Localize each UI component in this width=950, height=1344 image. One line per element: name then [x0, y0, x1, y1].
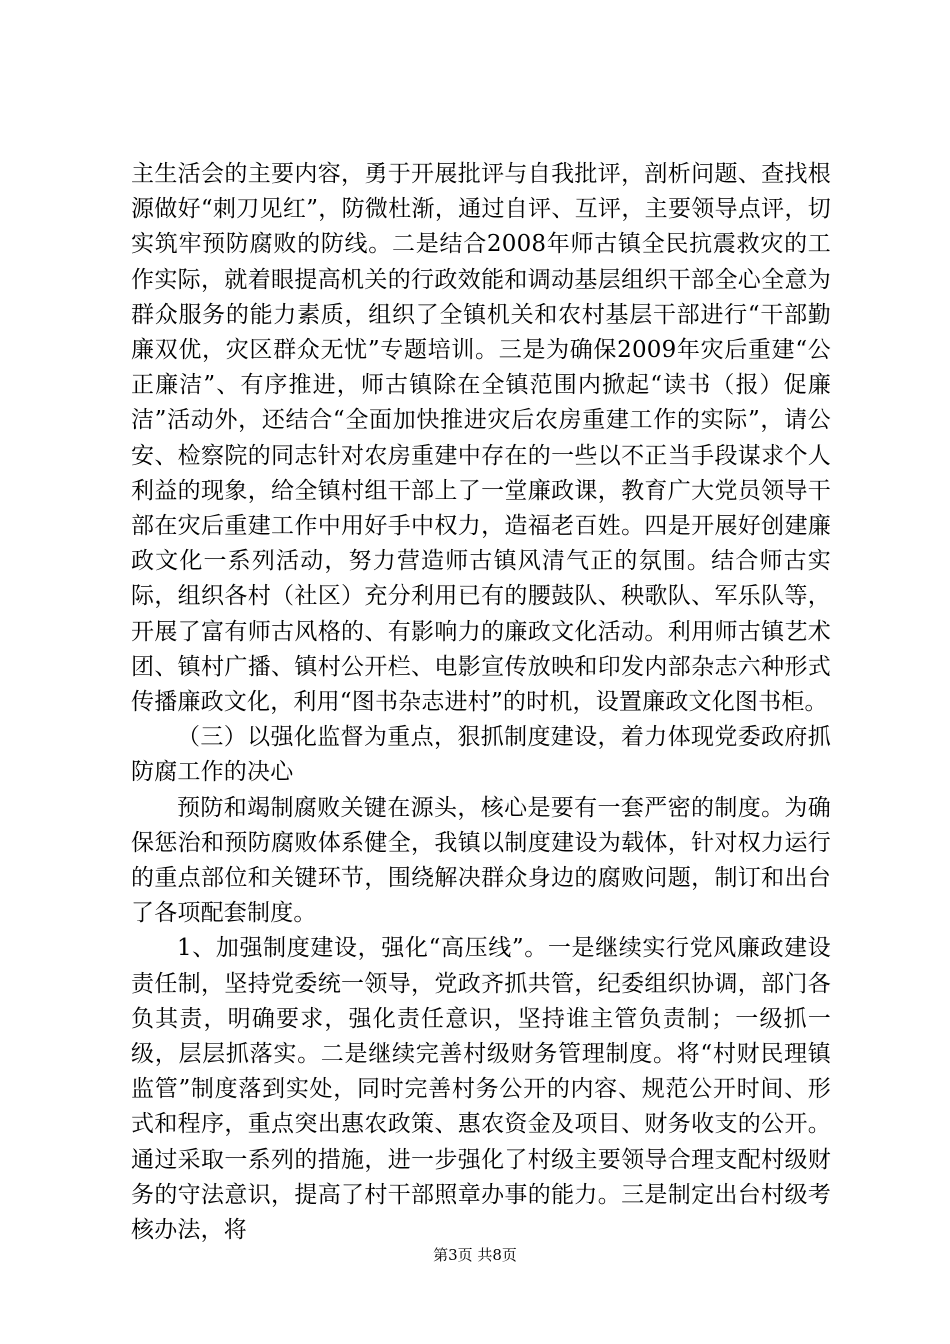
page-footer: 第3页 共8页: [433, 1246, 517, 1264]
paragraph-continuation: 主生活会的主要内容，勇于开展批评与自我批评，剖析问题、查找根源做好“刺刀见红”，防微杜渐，通过自评、互评，主要领导点评，切实筑牢预防腐败的防线。二是结合2008年师古镇全民抗震救灾的工作实际，就着眼提高机关的行政效能和调动基层组织干部全心全意为群众服务的能力素质，组织了全镇机关和农村基层干部进行“干部勤廉双优，灾区群众无忧”专题培训。三是为确保2009年灾后重建“公正廉洁”、有序推进，师古镇除在全镇范围内掀起“读书（报）促廉洁”活动外，还结合“全面加快推进灾后农房重建工作的实际”，请公安、检察院的同志针对农房重建中存在的一些以不正当手段谋求个人利益的现象，给全镇村组干部上了一堂廉政课，教育广大党员领导干部在灾后重建工作中用好手中权力，造福老百姓。四是开展好创建廉政文化一系列活动，努力营造师古镇风清气正的氛围。结合师古实际，组织各村（社区）充分利用已有的腰鼓队、秧歌队、军乐队等，开展了富有师古风格的、有影响力的廉政文化活动。利用师古镇艺术团、镇村广播、镇村公开栏、电影宣传放映和印发内部杂志六种形式传播廉政文化，利用“图书杂志进村”的时机，设置廉政文化图书柜。: [131, 161, 831, 716]
section-heading: （三）以强化监督为重点，狠抓制度建设，着力体现党委政府抓防腐工作的决心: [131, 724, 831, 786]
document-body: [131, 157, 831, 1248]
paragraph-intro: 预防和竭制腐败关键在源头，核心是要有一套严密的制度。为确保惩治和预防腐败体系健全，我镇以制度建设为载体，针对权力运行的重点部位和关键环节，围绕解决群众身边的腐败问题，制订和出台了各项配套制度。: [131, 794, 831, 927]
paragraph-item-1: 1、加强制度建设，强化“高压线”。一是继续实行党风廉政建设责任制，坚持党委统一领导，党政齐抓共管，纪委组织协调，部门各负其责，明确要求，强化责任意识，坚持谁主管负责制；一级抓一级，层层抓落实。二是继续完善村级财务管理制度。将“村财民理镇监管”制度落到实处，同时完善村务公开的内容、规范公开时间、形式和程序，重点突出惠农政策、惠农资金及项目、财务收支的公开。通过采取一系列的措施，进一步强化了村级主要领导合理支配村级财务的守法意识，提高了村干部照章办事的能力。三是制定出台村级考核办法，将: [131, 935, 831, 1244]
